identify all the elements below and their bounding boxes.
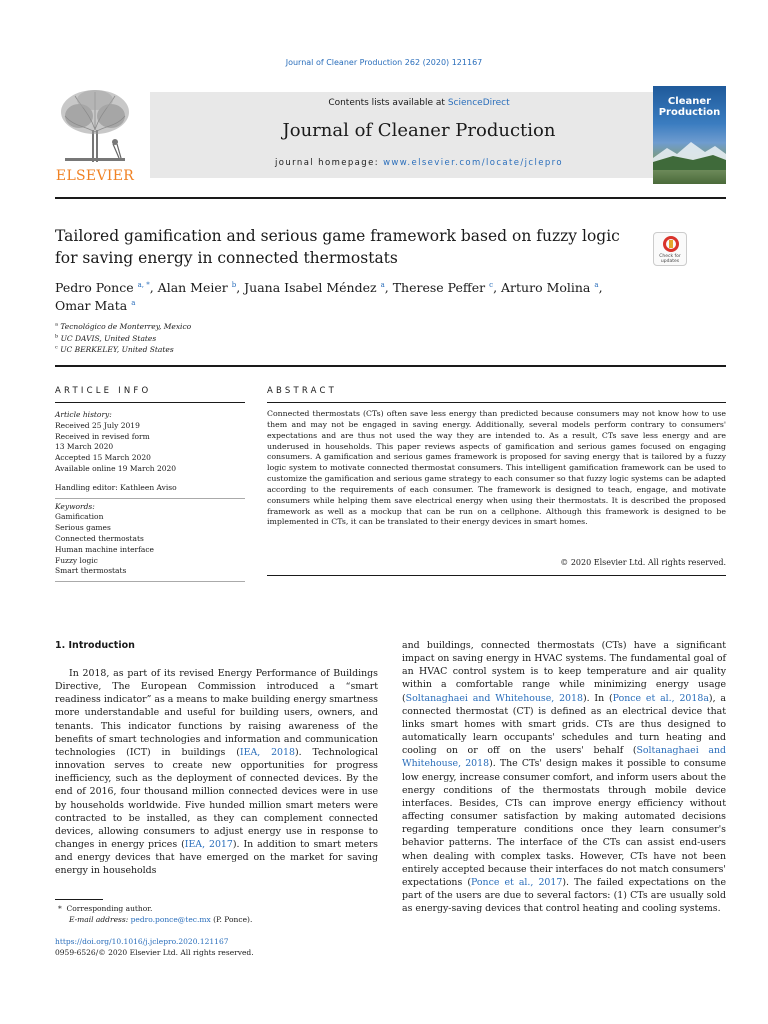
affiliation-mark: b	[55, 333, 59, 339]
body-text: ). In (	[582, 692, 613, 704]
introduction-right-column	[402, 639, 726, 915]
author-affiliation-mark[interactable]: a, *	[137, 280, 150, 289]
author-name[interactable]: Omar Mata	[55, 298, 128, 313]
affiliation-text: UC BERKELEY, United States	[60, 345, 174, 354]
paper-title: Tailored gamification and serious game framework based on fuzzy logic for saving energy in connected thermostats	[55, 227, 620, 267]
body-text: In 2018, as part of its revised Energy Performance of Buildings Directive, The European Commission introduced a “smart readiness indicator” as a means to make building energy smartness more understandable and useful for building users, owners, and tenants. This indicator functions by raising awareness of the benefits of smart technologies and information and communication technologies (ICT) in buildings (	[55, 668, 378, 758]
body-text: ). The CTs' design makes it possible to consume low energy, increase consumer comfort, and inform users about the energy conditions of the thermostats through mobile device interfaces. Besides, CTs can improve energy efficiency without affecting consumer satisfaction by making automated decisions regarding temperature conditions once they learn consumer's behavior patterns. The interface of the CTs can assist end-users when dealing with complex tasks. However, CTs have not been entirely accepted because their interfaces do not match consumers' expectations (	[402, 758, 726, 888]
author-affiliation-mark[interactable]: a	[380, 280, 385, 289]
citation-link[interactable]: Soltanaghaei and Whitehouse, 2018	[405, 692, 583, 704]
author-name[interactable]: Juana Isabel Méndez	[244, 280, 377, 295]
crossmark-ribbon-icon	[669, 240, 673, 248]
keyword-item[interactable]: Smart thermostats	[55, 566, 127, 576]
elsevier-tree-icon	[55, 86, 135, 164]
keyword-item[interactable]: Human machine interface	[55, 544, 154, 554]
abstract-copyright: © 2020 Elsevier Ltd. All rights reserved.	[560, 558, 726, 567]
keyword-item[interactable]: Gamification	[55, 512, 104, 522]
citation-link[interactable]: Ponce et al., 2018a	[612, 692, 709, 704]
check-for-updates-badge[interactable]	[653, 232, 687, 266]
article-history-label: Article history:	[55, 410, 112, 419]
affiliation-mark: a	[55, 321, 58, 328]
keyword-item[interactable]: Connected thermostats	[55, 533, 144, 543]
elsevier-wordmark: ELSEVIER	[55, 168, 135, 184]
article-info-rule	[55, 402, 245, 403]
author-name[interactable]: Alan Meier	[157, 280, 228, 295]
citation-link[interactable]: IEA, 2018	[239, 746, 295, 758]
affiliation-text: Tecnológico de Monterrey, Mexico	[60, 322, 192, 331]
body-text: ). In addition to smart meters and energy devices that have emerged on the market for saving energy in households	[55, 839, 378, 877]
abstract-bottom-rule	[267, 575, 726, 576]
author-affiliation-mark[interactable]: a	[131, 298, 136, 307]
homepage-line	[150, 158, 688, 168]
abstract-rule	[267, 402, 726, 403]
history-entry: Available online 19 March 2020	[55, 463, 177, 473]
journal-homepage-link[interactable]: www.elsevier.com/locate/jclepro	[383, 158, 563, 168]
affiliation-line	[55, 321, 455, 333]
citation-link[interactable]: Ponce et al., 2017	[470, 876, 563, 888]
homepage-prefix: journal homepage:	[275, 158, 384, 168]
author-name[interactable]: Pedro Ponce	[55, 280, 134, 295]
keyword-item[interactable]: Fuzzy logic	[55, 555, 98, 565]
sciencedirect-link[interactable]: ScienceDirect	[447, 98, 510, 108]
affiliation-mark: c	[55, 344, 58, 351]
email-label: E-mail address:	[69, 915, 131, 924]
body-text: ). Technological innovation serves to create new opportunities for progress inefficiency, such as the deployment of connected devices. By the end of 2016, four thousand million connected devices were in use by households worldwide. Five hunded million smart meters were contracted to be installed, as they can complement connected devices, allowing consumers to adjust energy use in response to changes in energy prices (	[55, 746, 379, 851]
author-name[interactable]: Arturo Molina	[501, 280, 591, 295]
article-info-heading: ARTICLE INFO	[55, 386, 152, 396]
history-entry: Received 25 July 2019	[55, 420, 140, 430]
keyword-item[interactable]: Serious games	[55, 523, 111, 533]
keywords-bottom-divider	[55, 581, 245, 582]
contents-line	[150, 98, 688, 108]
journal-header-band	[150, 92, 688, 178]
abstract-heading: ABSTRACT	[267, 386, 338, 396]
journal-title: Journal of Cleaner Production	[282, 120, 556, 141]
history-entry: Accepted 15 March 2020	[55, 453, 151, 463]
email-suffix: (P. Ponce).	[210, 915, 253, 924]
doi-block	[55, 937, 385, 958]
citation-link[interactable]: Soltanaghaei and Whitehouse, 2018	[402, 745, 726, 770]
masthead-bottom-rule	[55, 197, 726, 199]
footnote-rule	[55, 899, 103, 900]
journal-cover-thumbnail[interactable]	[653, 86, 726, 184]
citation-link[interactable]: IEA, 2017	[184, 839, 233, 851]
footnote-marker: *	[58, 904, 62, 913]
article-history-list	[55, 421, 245, 475]
introduction-left-column	[55, 667, 378, 878]
contents-prefix: Contents lists available at	[328, 98, 448, 108]
keywords-divider	[55, 498, 245, 499]
body-text: and buildings, connected thermostats (CTs) have a significant impact on saving energy in HVAC systems. The fundamental goal of an HVAC control system is to keep temperature and air quality within a comfortable range while minimizing energy usage (	[402, 640, 726, 704]
author-affiliation-mark[interactable]: c	[489, 280, 494, 289]
affiliation-text: UC DAVIS, United States	[60, 333, 157, 343]
body-text: ). The failed expectations on the part of the users are due to several factors: (1) CTs are usually sold as energy-saving devices that control heating and cooling systems.	[402, 876, 726, 915]
doi-link[interactable]: https://doi.org/10.1016/j.jclepro.2020.121167	[55, 937, 229, 946]
affiliation-line	[55, 344, 455, 356]
affiliation-line	[55, 333, 455, 345]
check-for-updates-label: Check for updates	[659, 254, 681, 264]
elsevier-logo[interactable]	[55, 86, 135, 184]
history-entry: 13 March 2020	[55, 442, 114, 452]
handling-editor: Handling editor: Kathleen Aviso	[55, 482, 177, 492]
abstract-body: Connected thermostats (CTs) often save less energy than predicted because consumers may not know how to use them and may not be engaged in saving energy. Additionally, several models perform contrary to consumers' expectations and are thus not used the way they are intended to. As a result, CTs save less energy and are underused in households. This paper reviews aspects of gamification and serious games focused on engaging consumers. A gamification and serious games framework is proposed for saving energy that is tailored by a fuzzy logic system to motivate connected thermostat consumers. This intelligent gamification framework can be used to customize the gamification and serious game strategy to each consumer so that fuzzy logic systems can be adapted according to the requirements of each consumer. The framework is designed to teach, engage, and motivate consumers while helping them save electrical energy when using their thermostats. It is described the proposed framework as well as a mockup that can be run on a cellphone. Although this framework is designed to be implemented in CTs, it can be translated to their energy devices in smart homes.	[267, 409, 726, 527]
author-email-link[interactable]: pedro.ponce@tec.mx	[130, 915, 211, 924]
article-info-panel	[55, 410, 245, 585]
cover-title: Cleaner Production	[658, 96, 721, 118]
history-entry: Received in revised form	[55, 431, 150, 441]
author-affiliation-mark[interactable]: a	[594, 280, 599, 289]
author-affiliation-mark[interactable]: b	[231, 280, 237, 289]
journal-masthead	[55, 86, 726, 184]
body-text: ), a connected thermostat (CT) is defined as an electrical device that links smart homes with smart grids. CTs are thus designed to automatically learn occupants' schedules and turn heating and cooling on or off on the users' behalf (	[402, 692, 726, 757]
author-list: Pedro Ponce $^{a, *}$, Alan Meier $^b$, Juana Isabel Méndez $^a$, Therese Peffer $^c$, Arturo Molina $^a$, Omar Mata $^a$	[55, 280, 603, 313]
introduction-heading: 1. Introduction	[55, 640, 135, 651]
author-name[interactable]: Therese Peffer	[392, 280, 486, 295]
journal-citation-link[interactable]: Journal of Cleaner Production 262 (2020) 121167	[285, 58, 483, 67]
cover-mountain-image	[653, 140, 726, 170]
keyword-list	[55, 512, 245, 577]
affiliation-bottom-rule	[55, 365, 726, 367]
corresponding-author-footnote	[58, 903, 378, 925]
corresponding-label: Corresponding author.	[66, 904, 153, 913]
keywords-label: Keywords:	[55, 501, 95, 511]
issn-copyright: 0959-6526/© 2020 Elsevier Ltd. All rights reserved.	[55, 947, 254, 957]
affiliation-list	[55, 321, 455, 356]
